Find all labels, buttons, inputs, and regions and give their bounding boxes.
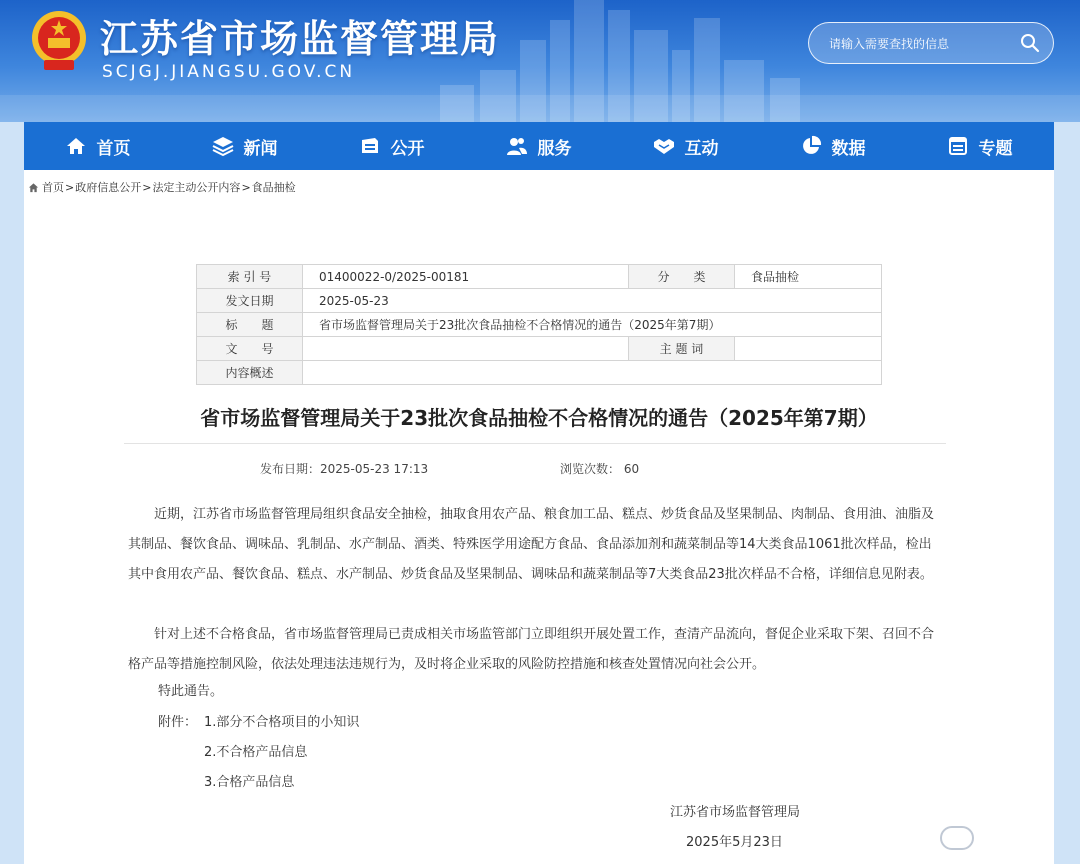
nav-item-news[interactable] bbox=[171, 122, 318, 170]
site-title: 江苏省市场监督管理局 bbox=[100, 17, 501, 61]
table-row bbox=[197, 313, 882, 337]
document-meta-table bbox=[196, 264, 882, 385]
home-icon bbox=[65, 135, 87, 157]
nav-item-label: 专题 bbox=[978, 138, 1013, 159]
national-emblem-icon bbox=[28, 8, 90, 74]
window-icon bbox=[947, 135, 969, 157]
breadcrumb-food-inspection[interactable]: 食品抽检 bbox=[251, 181, 296, 194]
divider bbox=[124, 443, 946, 444]
date-label: 发文日期 bbox=[197, 289, 303, 313]
title-value: 省市场监督管理局关于23批次食品抽检不合格情况的通告（2025年第7期） bbox=[303, 313, 882, 337]
nav-item-home[interactable] bbox=[24, 122, 171, 170]
nav-item-interact[interactable] bbox=[612, 122, 759, 170]
nav-item-label: 首页 bbox=[96, 138, 131, 159]
search-icon[interactable] bbox=[1019, 32, 1041, 54]
pie-chart-icon bbox=[800, 135, 822, 157]
nav-item-label: 新闻 bbox=[243, 138, 278, 159]
breadcrumb-gov-info[interactable]: 政府信息公开 bbox=[75, 181, 142, 194]
table-row bbox=[197, 337, 882, 361]
watermark bbox=[940, 820, 1080, 860]
breadcrumb-separator: > bbox=[142, 180, 152, 194]
summary-label: 内容概述 bbox=[197, 361, 303, 385]
nav-item-service[interactable] bbox=[465, 122, 612, 170]
breadcrumb-separator: > bbox=[241, 180, 251, 194]
breadcrumb-home[interactable]: 首页 bbox=[42, 181, 64, 194]
attachment-link-2[interactable]: 2.不合格产品信息 bbox=[204, 745, 308, 760]
date-value: 2025-05-23 bbox=[303, 289, 882, 313]
publish-date: 发布日期：2025-05-23 17:13 bbox=[260, 462, 429, 476]
nav-item-label: 互动 bbox=[684, 138, 719, 159]
article-paragraph-1: 近期，江苏省市场监督管理局组织食品安全抽检，抽取食用农产品、粮食加工品、糕点、炒货食品及坚果制品、肉制品、食用油、油脂及其制品、餐饮食品、调味品、乳制品、水产制品、酒类、特殊医学用途配方食品、食品添加剂和蔬菜制品等14大类食品1061批次样品，检出其中食用农产品、餐饮食品、糕点、水产制品、炒货食品及坚果制品、调味品和蔬菜制品等7大类食品23批次样品不合格，详细信息见附表。 bbox=[128, 507, 935, 582]
subject-label: 主 题 词 bbox=[629, 337, 735, 361]
handshake-icon bbox=[653, 135, 675, 157]
subject-value bbox=[735, 337, 882, 361]
users-icon bbox=[506, 135, 528, 157]
summary-value bbox=[303, 361, 882, 385]
index-value: 01400022-0/2025-00181 bbox=[303, 265, 629, 289]
nav-item-open[interactable] bbox=[318, 122, 465, 170]
site-header bbox=[0, 0, 1080, 122]
nav-item-label: 数据 bbox=[831, 138, 866, 159]
content-panel bbox=[24, 170, 1054, 864]
layers-icon bbox=[212, 135, 234, 157]
category-value: 食品抽检 bbox=[735, 265, 882, 289]
view-count: 浏览次数： 60 bbox=[560, 462, 640, 476]
nav-item-data[interactable] bbox=[759, 122, 906, 170]
site-domain: SCJGJ.JIANGSU.GOV.CN bbox=[102, 62, 356, 82]
sign-date: 2025年5月23日 bbox=[686, 835, 783, 850]
attachment-link-1[interactable]: 1.部分不合格项目的小知识 bbox=[204, 715, 360, 730]
table-row bbox=[197, 265, 882, 289]
category-label: 分 类 bbox=[629, 265, 735, 289]
folder-icon bbox=[359, 135, 381, 157]
attachments-label: 附件： bbox=[158, 715, 198, 730]
article-paragraph-2: 针对上述不合格食品，省市场监督管理局已责成相关市场监管部门立即组织开展处置工作，查清产品流向，督促企业采取下架、召回不合格产品等措施控制风险，依法处理违法违规行为，及时将企业采取的风险防控措施和核查处置情况向社会公开。 bbox=[128, 627, 935, 672]
search-input[interactable] bbox=[827, 32, 1011, 56]
watermark-logo-icon bbox=[940, 826, 974, 850]
notice-text: 特此通告。 bbox=[158, 684, 224, 699]
attachment-link-3[interactable]: 3.合格产品信息 bbox=[204, 775, 295, 790]
breadcrumb-statutory[interactable]: 法定主动公开内容 bbox=[152, 181, 241, 194]
docno-value bbox=[303, 337, 629, 361]
home-icon bbox=[28, 182, 39, 193]
table-row bbox=[197, 361, 882, 385]
signature: 江苏省市场监督管理局 bbox=[670, 805, 801, 820]
nav-item-label: 公开 bbox=[390, 138, 425, 159]
docno-label: 文 号 bbox=[197, 337, 303, 361]
index-label: 索 引 号 bbox=[197, 265, 303, 289]
title-label: 标 题 bbox=[197, 313, 303, 337]
search-box bbox=[808, 22, 1054, 64]
table-row bbox=[197, 289, 882, 313]
nav-item-label: 服务 bbox=[537, 138, 572, 159]
breadcrumb-separator: > bbox=[65, 180, 75, 194]
article-title: 省市场监督管理局关于23批次食品抽检不合格情况的通告（2025年第7期） bbox=[200, 406, 878, 430]
breadcrumb bbox=[28, 179, 296, 195]
main-nav bbox=[24, 122, 1054, 170]
nav-item-topics[interactable] bbox=[906, 122, 1053, 170]
